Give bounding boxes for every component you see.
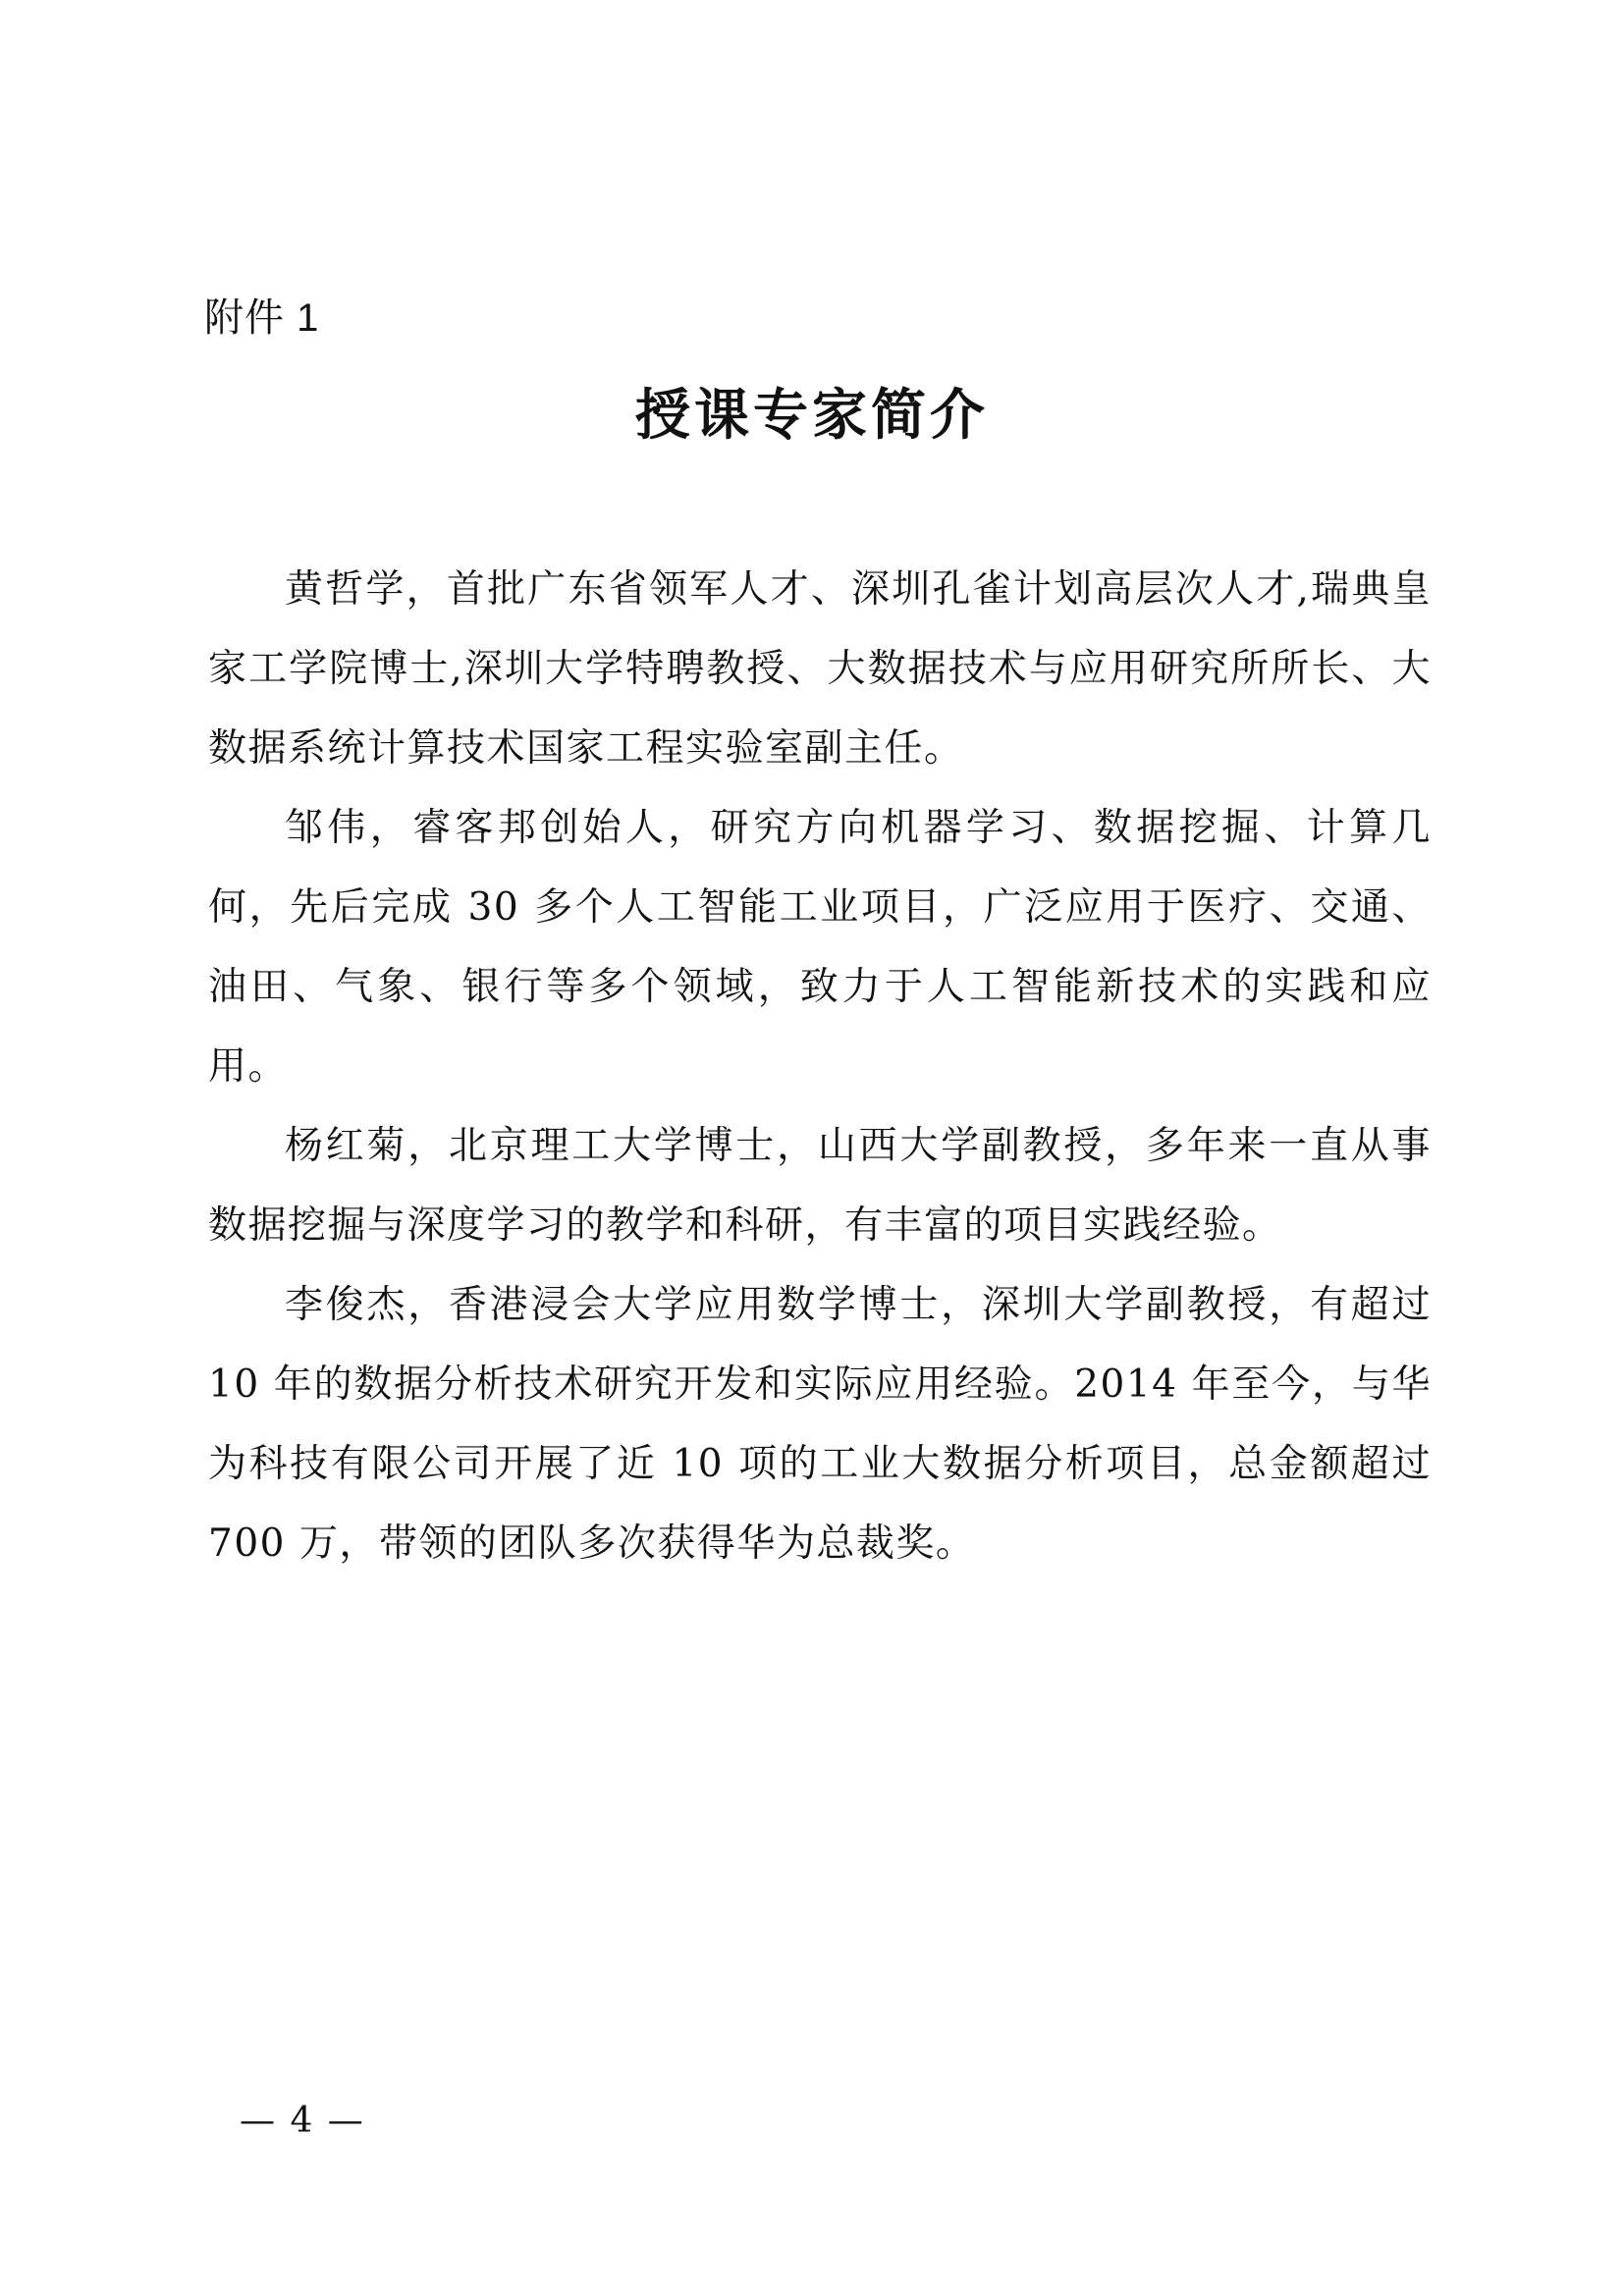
page-title: 授课专家简介	[635, 384, 989, 448]
expert-paragraph-zou-wei: 邹伟，睿客邦创始人，研究方向机器学习、数据挖掘、计算几何，先后完成 30 多个人工智能工业项目，广泛应用于医疗、交通、油田、气象、银行等多个领域，致力于人工智能新技术的实践和应用。	[208, 806, 1432, 1089]
expert-paragraph-li-junjie: 李俊杰，香港浸会大学应用数学博士，深圳大学副教授，有超过 10 年的数据分析技术研究开发和实际应用经验。2014 年至今，与华为科技有限公司开展了近 10 项的工业大数据分析项目，总金额超过 700 万，带领的团队多次获得华为总裁奖。	[208, 1283, 1432, 1566]
attachment-label: 附件 1	[204, 296, 320, 340]
expert-paragraph-huang-zhexue: 黄哲学，首批广东省领军人才、深圳孔雀计划高层次人才,瑞典皇家工学院博士,深圳大学特聘教授、大数据技术与应用研究所所长、大数据系统计算技术国家工程实验室副主任。	[208, 567, 1432, 771]
expert-list	[208, 550, 1432, 1583]
page-number: — 4 —	[240, 2101, 365, 2141]
expert-paragraph-yang-hongju: 杨红菊，北京理工大学博士，山西大学副教授，多年来一直从事数据挖掘与深度学习的教学和科研，有丰富的项目实践经验。	[208, 1124, 1432, 1248]
